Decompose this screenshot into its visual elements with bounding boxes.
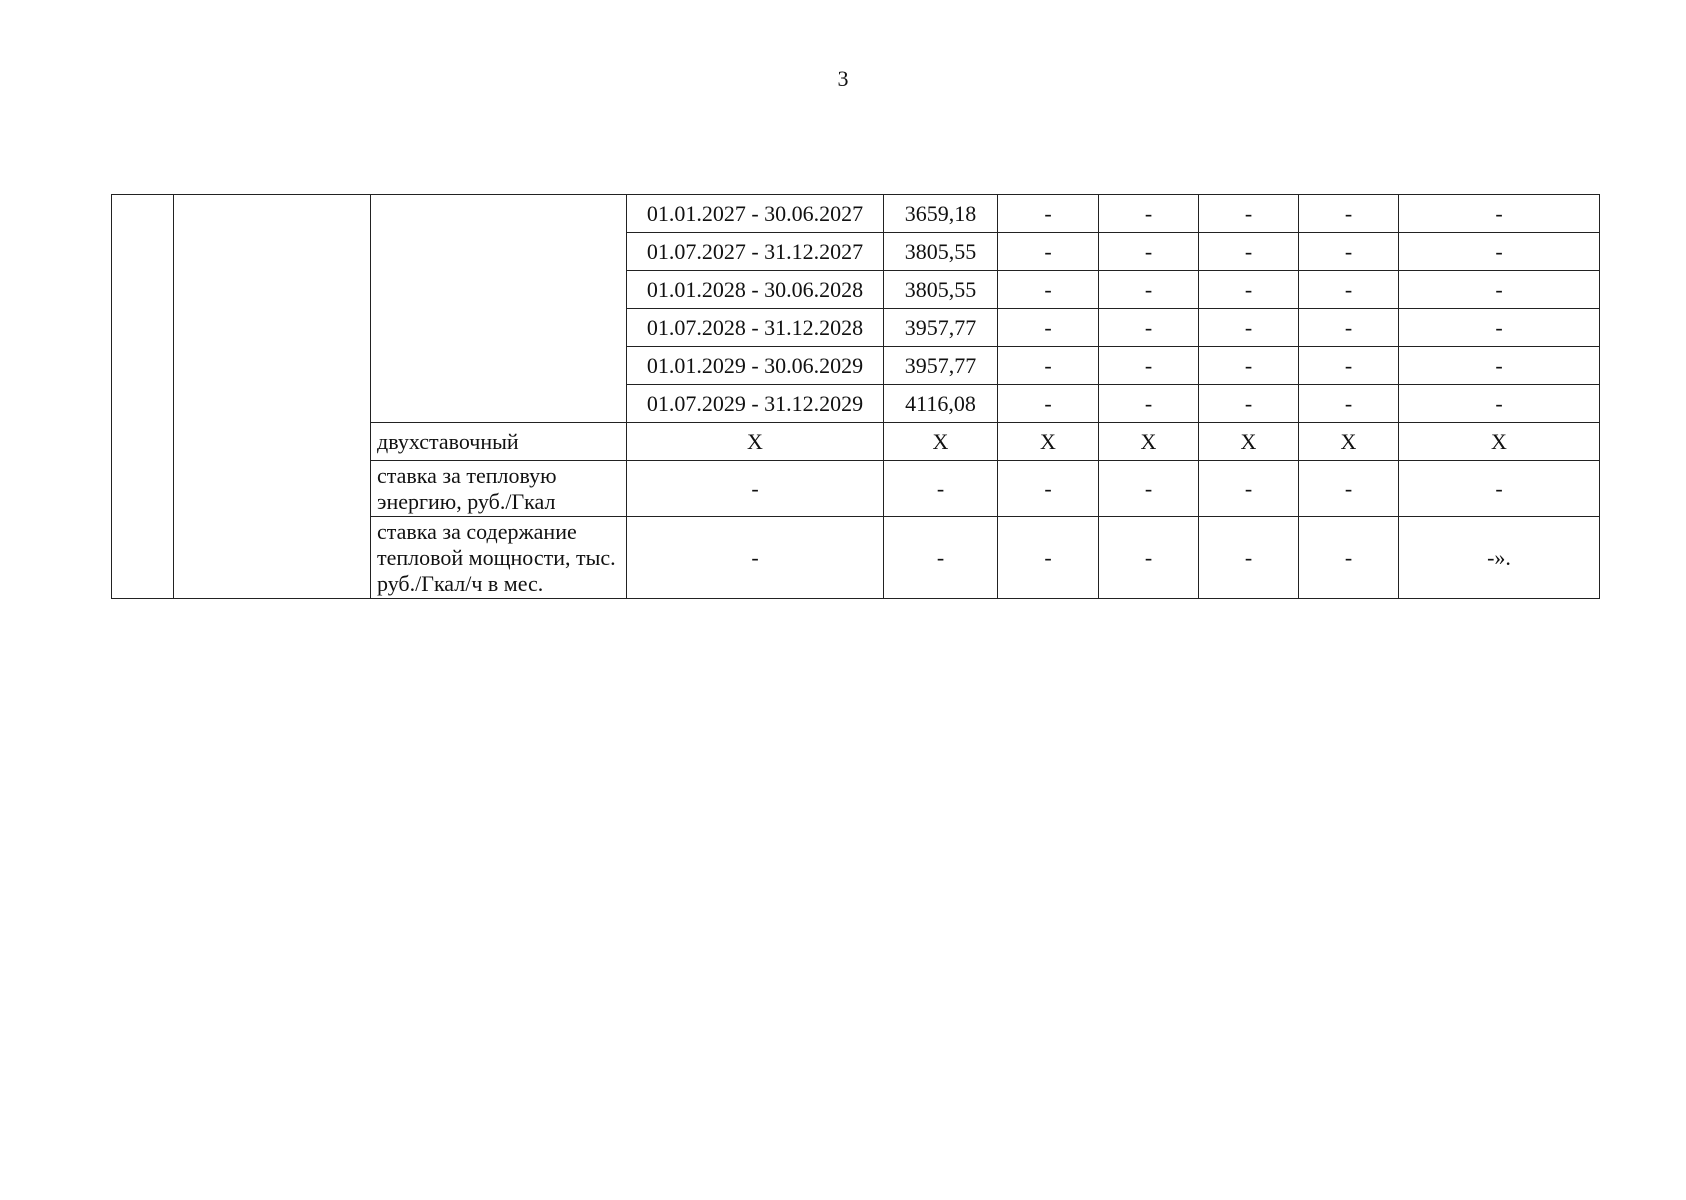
dash-cell: - — [1199, 385, 1299, 423]
dash-cell: - — [1399, 233, 1600, 271]
dash-cell: - — [1399, 195, 1600, 233]
dash-cell: - — [1299, 309, 1399, 347]
dash-cell: - — [1399, 461, 1600, 517]
x-cell: X — [1399, 423, 1600, 461]
period-cell: 01.01.2029 - 30.06.2029 — [627, 347, 884, 385]
dash-cell: - — [1099, 271, 1199, 309]
organization-cell — [174, 195, 371, 599]
dash-cell: - — [1299, 195, 1399, 233]
closing-cell: -». — [1399, 517, 1600, 599]
dash-cell: - — [998, 233, 1099, 271]
dash-cell: - — [998, 195, 1099, 233]
dash-cell: - — [1399, 309, 1600, 347]
dash-cell: - — [1099, 195, 1199, 233]
dash-cell: - — [1399, 385, 1600, 423]
dash-cell: - — [1099, 385, 1199, 423]
dash-cell: - — [998, 271, 1099, 309]
dash-cell: - — [1099, 309, 1199, 347]
dash-cell: - — [1199, 233, 1299, 271]
dash-cell: - — [1399, 347, 1600, 385]
value-cell: 3957,77 — [884, 347, 998, 385]
dash-cell: - — [627, 517, 884, 599]
period-cell: 01.01.2027 - 30.06.2027 — [627, 195, 884, 233]
x-cell: X — [627, 423, 884, 461]
dash-cell: - — [1299, 233, 1399, 271]
dash-cell: - — [998, 347, 1099, 385]
value-cell: 4116,08 — [884, 385, 998, 423]
x-cell: X — [998, 423, 1099, 461]
dash-cell: - — [884, 517, 998, 599]
tariff-table — [111, 194, 1600, 599]
dash-cell: - — [1199, 347, 1299, 385]
dash-cell: - — [627, 461, 884, 517]
value-cell: 3957,77 — [884, 309, 998, 347]
dash-cell: - — [1199, 309, 1299, 347]
two-part-label: двухставочный — [371, 423, 627, 461]
table-row — [112, 195, 1600, 233]
dash-cell: - — [1199, 517, 1299, 599]
energy-rate-label: ставка за тепловую энергию, руб./Гкал — [371, 461, 627, 517]
x-cell: X — [1299, 423, 1399, 461]
dash-cell: - — [998, 385, 1099, 423]
dash-cell: - — [1199, 461, 1299, 517]
dash-cell: - — [998, 461, 1099, 517]
row-number-cell — [112, 195, 174, 599]
value-cell: 3659,18 — [884, 195, 998, 233]
dash-cell: - — [1099, 461, 1199, 517]
value-cell: 3805,55 — [884, 233, 998, 271]
dash-cell: - — [1299, 347, 1399, 385]
dash-cell: - — [1299, 517, 1399, 599]
dash-cell: - — [998, 517, 1099, 599]
tariff-type-cell — [371, 195, 627, 423]
dash-cell: - — [1299, 461, 1399, 517]
dash-cell: - — [1099, 347, 1199, 385]
dash-cell: - — [1299, 271, 1399, 309]
dash-cell: - — [1199, 195, 1299, 233]
x-cell: X — [1099, 423, 1199, 461]
dash-cell: - — [1099, 517, 1199, 599]
period-cell: 01.07.2029 - 31.12.2029 — [627, 385, 884, 423]
dash-cell: - — [998, 309, 1099, 347]
dash-cell: - — [1399, 271, 1600, 309]
period-cell: 01.07.2027 - 31.12.2027 — [627, 233, 884, 271]
x-cell: X — [884, 423, 998, 461]
page-number: 3 — [837, 66, 849, 91]
period-cell: 01.07.2028 - 31.12.2028 — [627, 309, 884, 347]
period-cell: 01.01.2028 - 30.06.2028 — [627, 271, 884, 309]
dash-cell: - — [1199, 271, 1299, 309]
capacity-rate-label: ставка за содержание тепловой мощности, тыс. руб./Гкал/ч в мес. — [371, 517, 627, 599]
dash-cell: - — [1299, 385, 1399, 423]
dash-cell: - — [1099, 233, 1199, 271]
value-cell: 3805,55 — [884, 271, 998, 309]
x-cell: X — [1199, 423, 1299, 461]
dash-cell: - — [884, 461, 998, 517]
